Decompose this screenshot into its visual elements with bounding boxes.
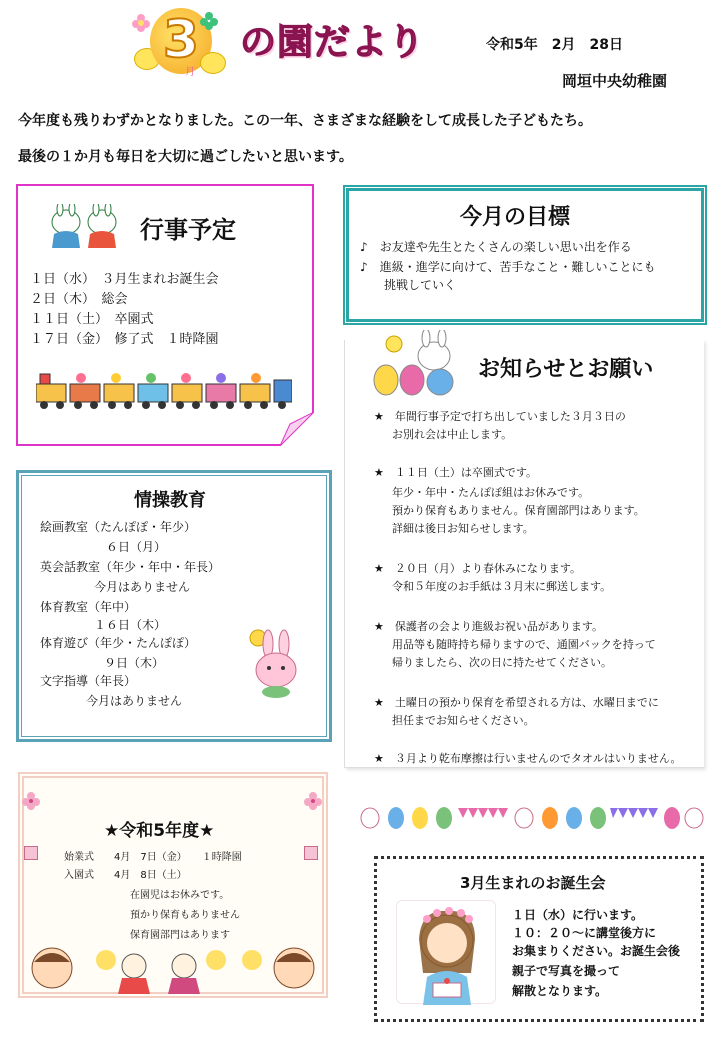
- star-icon: ★: [374, 752, 384, 765]
- year-line: 保育園部門はあります: [130, 930, 230, 941]
- easter-bunny-eggs-icon: [372, 330, 464, 396]
- bunny-icon: [238, 628, 306, 698]
- year-line: 預かり保育もありません: [130, 910, 240, 921]
- goal-item-continued: 挑戦していく: [384, 278, 457, 292]
- notice-item: ★ ３月より乾布摩擦は行いませんのでタオルはいりません。: [374, 752, 682, 765]
- blossom-icon: [304, 792, 322, 814]
- hishimochi-icon: [24, 846, 38, 860]
- notice-item: ★ ２０日（月）より春休みになります。: [374, 562, 581, 575]
- chick-icon: [200, 52, 226, 74]
- education-line: 今月はありません: [94, 580, 191, 594]
- rabbits-dolls-icon: [46, 204, 122, 250]
- notice-item: ★ １１日（土）は卒園式です。: [374, 466, 537, 479]
- birthday-line: １日（水）に行います。: [512, 908, 644, 922]
- events-title: 行事予定: [140, 216, 236, 244]
- blossom-icon: [22, 792, 40, 814]
- intro-line-2: 最後の１か月も毎日を大切に過ごしたいと思います。: [18, 149, 353, 165]
- notice-item: ★ 保護者の会より進級お祝い品があります。: [374, 620, 603, 633]
- note-icon: ♪: [360, 240, 368, 254]
- notice-line: 用品等も随時持ち帰りますので、通園バックを持って: [392, 638, 656, 651]
- notice-item: ★ 年間行事予定で打ち出していました３月３日の: [374, 410, 626, 423]
- issue-date: 令和5年 2月 28日: [486, 37, 623, 53]
- month-small-label: 月: [185, 67, 195, 78]
- education-line: 体育教室（年中）: [40, 600, 137, 614]
- star-icon: ★: [374, 410, 384, 423]
- intro-line-1: 今年度も残りわずかとなりました。この一年、さまざまな経験をして成長した子どもたち。: [18, 113, 592, 129]
- newsletter-title: の園だより: [240, 22, 426, 63]
- year-line: 始業式 4月 7日（金） １時降園: [64, 852, 242, 863]
- education-line: １６日（木）: [94, 618, 167, 632]
- star-icon: ★: [374, 562, 384, 575]
- birthday-line: １０：２０～に講堂後方に: [512, 926, 657, 940]
- education-line: ９日（木）: [104, 656, 165, 670]
- notice-line: 帰りましたら、次の日に持たせてください。: [392, 656, 612, 669]
- goal-item: ♪ 進級・進学に向けて、苦手なこと・難しいことにも: [360, 260, 656, 274]
- birthday-line: 解散となります。: [512, 984, 608, 998]
- event-item: １１日（土） 卒園式: [30, 312, 154, 327]
- next-year-title: ★令和5年度★: [104, 821, 215, 841]
- flower-icon: [132, 14, 150, 32]
- notice-line: 詳細は後日お知らせします。: [392, 522, 534, 535]
- year-line: 入園式 4月 8日（土）: [64, 870, 187, 881]
- flower-train-icon: [36, 370, 292, 410]
- notice-line: お別れ会は中止します。: [392, 428, 513, 441]
- notice-line: 令和５年度のお手紙は３月末に郵送します。: [392, 580, 612, 593]
- page-fold-icon: [280, 412, 314, 446]
- girl-with-cake-icon: [396, 900, 496, 1004]
- education-line: 体育遊び（年少・たんぽぽ）: [40, 636, 197, 650]
- hishimochi-icon: [304, 846, 318, 860]
- education-line: 絵画教室（たんぽぽ・年少）: [40, 520, 197, 534]
- month-number: 3: [150, 8, 212, 74]
- goal-item: ♪ お友達や先生とたくさんの楽しい思い出を作る: [360, 240, 632, 254]
- education-line: ６日（月）: [106, 540, 167, 554]
- education-line: 文字指導（年長）: [40, 674, 137, 688]
- education-title: 情操教育: [134, 490, 206, 511]
- star-icon: ★: [374, 466, 384, 479]
- notice-item: ★ 土曜日の預かり保育を希望される方は、水曜日までに: [374, 696, 659, 709]
- event-item: １日（水） ３月生まれお誕生会: [30, 272, 219, 287]
- notices-title: お知らせとお願い: [478, 357, 654, 382]
- notice-line: 預かり保育もありません。保育園部門はあります。: [392, 504, 645, 517]
- note-icon: ♪: [360, 260, 368, 274]
- easter-egg-garland-icon: [358, 804, 704, 830]
- education-line: 今月はありません: [86, 694, 183, 708]
- birthday-title: 3月生まれのお誕生会: [460, 874, 606, 892]
- school-name: 岡垣中央幼稚園: [562, 72, 668, 90]
- clover-icon: [200, 12, 218, 30]
- notice-line: 担任までお知らせください。: [392, 714, 535, 727]
- birthday-line: お集まりください。お誕生会後: [512, 944, 681, 958]
- education-line: 英会話教室（年少・年中・年長）: [40, 560, 221, 574]
- star-icon: ★: [374, 620, 384, 633]
- star-icon: ★: [374, 696, 384, 709]
- birthday-line: 親子で写真を撮って: [512, 964, 621, 978]
- event-item: ２日（木） 総会: [30, 292, 128, 307]
- hina-dolls-kids-icon: [26, 944, 322, 994]
- goal-title: 今月の目標: [460, 205, 571, 230]
- year-line: 在園児はお休みです。: [130, 890, 230, 901]
- event-item: １７日（金） 修了式 １時降園: [30, 332, 219, 347]
- notice-line: 年少・年中・たんぽぽ組はお休みです。: [392, 486, 590, 499]
